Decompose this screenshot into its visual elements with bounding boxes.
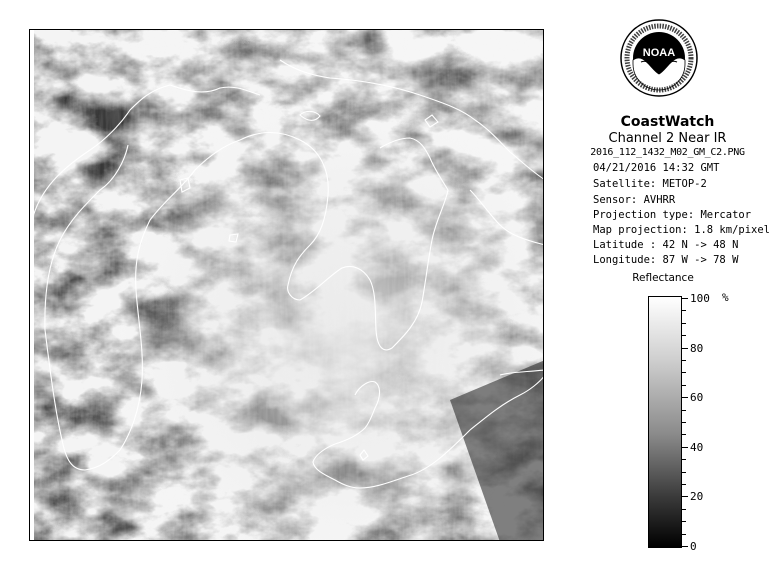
colorbar-tick <box>682 534 686 535</box>
colorbar-tick <box>682 397 688 398</box>
colorbar-tick <box>682 298 688 299</box>
svg-text:NOAA: NOAA <box>642 47 676 59</box>
colorbar-tick <box>682 459 686 460</box>
app-title: CoastWatch <box>620 114 715 130</box>
map-image <box>30 30 544 541</box>
colorbar-tick-label: 40 <box>690 441 704 454</box>
colorbar-tick <box>682 385 686 386</box>
reflectance-colorbar <box>648 296 682 548</box>
colorbar-tick <box>682 484 686 485</box>
colorbar-tick <box>682 360 686 361</box>
colorbar-tick <box>682 447 688 448</box>
colorbar-tick-label: 100 <box>690 292 710 305</box>
colorbar-title: Reflectance <box>632 272 694 284</box>
colorbar-tick <box>682 472 686 473</box>
colorbar-tick <box>682 521 686 522</box>
colorbar-tick-label: 0 <box>690 540 697 553</box>
date-time: 04/21/2016 14:32 GMT <box>593 162 720 174</box>
colorbar-tick-label: 80 <box>690 342 704 355</box>
colorbar-tick-label: 20 <box>690 490 704 503</box>
noaa-logo <box>619 18 699 98</box>
colorbar-tick-label: 60 <box>690 391 704 404</box>
colorbar-tick <box>682 335 686 336</box>
colorbar-tick <box>682 310 686 311</box>
longitude-range: Longitude: 87 W -> 78 W <box>593 254 739 266</box>
colorbar-tick <box>682 422 686 423</box>
map-projection: Map projection: 1.8 km/pixel <box>593 224 771 236</box>
colorbar-unit: % <box>722 291 729 304</box>
colorbar-tick <box>682 323 686 324</box>
satellite-map <box>29 29 544 541</box>
image-filename: 2016_112_1432_M02_GM_C2.PNG <box>590 147 745 158</box>
colorbar-tick <box>682 434 686 435</box>
projection-type: Projection type: Mercator <box>593 209 752 221</box>
latitude-range: Latitude : 42 N -> 48 N <box>593 239 739 251</box>
channel-subtitle: Channel 2 Near IR <box>608 131 727 146</box>
colorbar-tick <box>682 496 688 497</box>
colorbar-tick <box>682 348 688 349</box>
colorbar-tick <box>682 509 686 510</box>
colorbar-tick <box>682 372 686 373</box>
colorbar-tick <box>682 546 688 547</box>
colorbar-tick <box>682 410 686 411</box>
satellite-label: Satellite: METOP-2 <box>593 178 707 190</box>
sensor-label: Sensor: AVHRR <box>593 194 676 206</box>
